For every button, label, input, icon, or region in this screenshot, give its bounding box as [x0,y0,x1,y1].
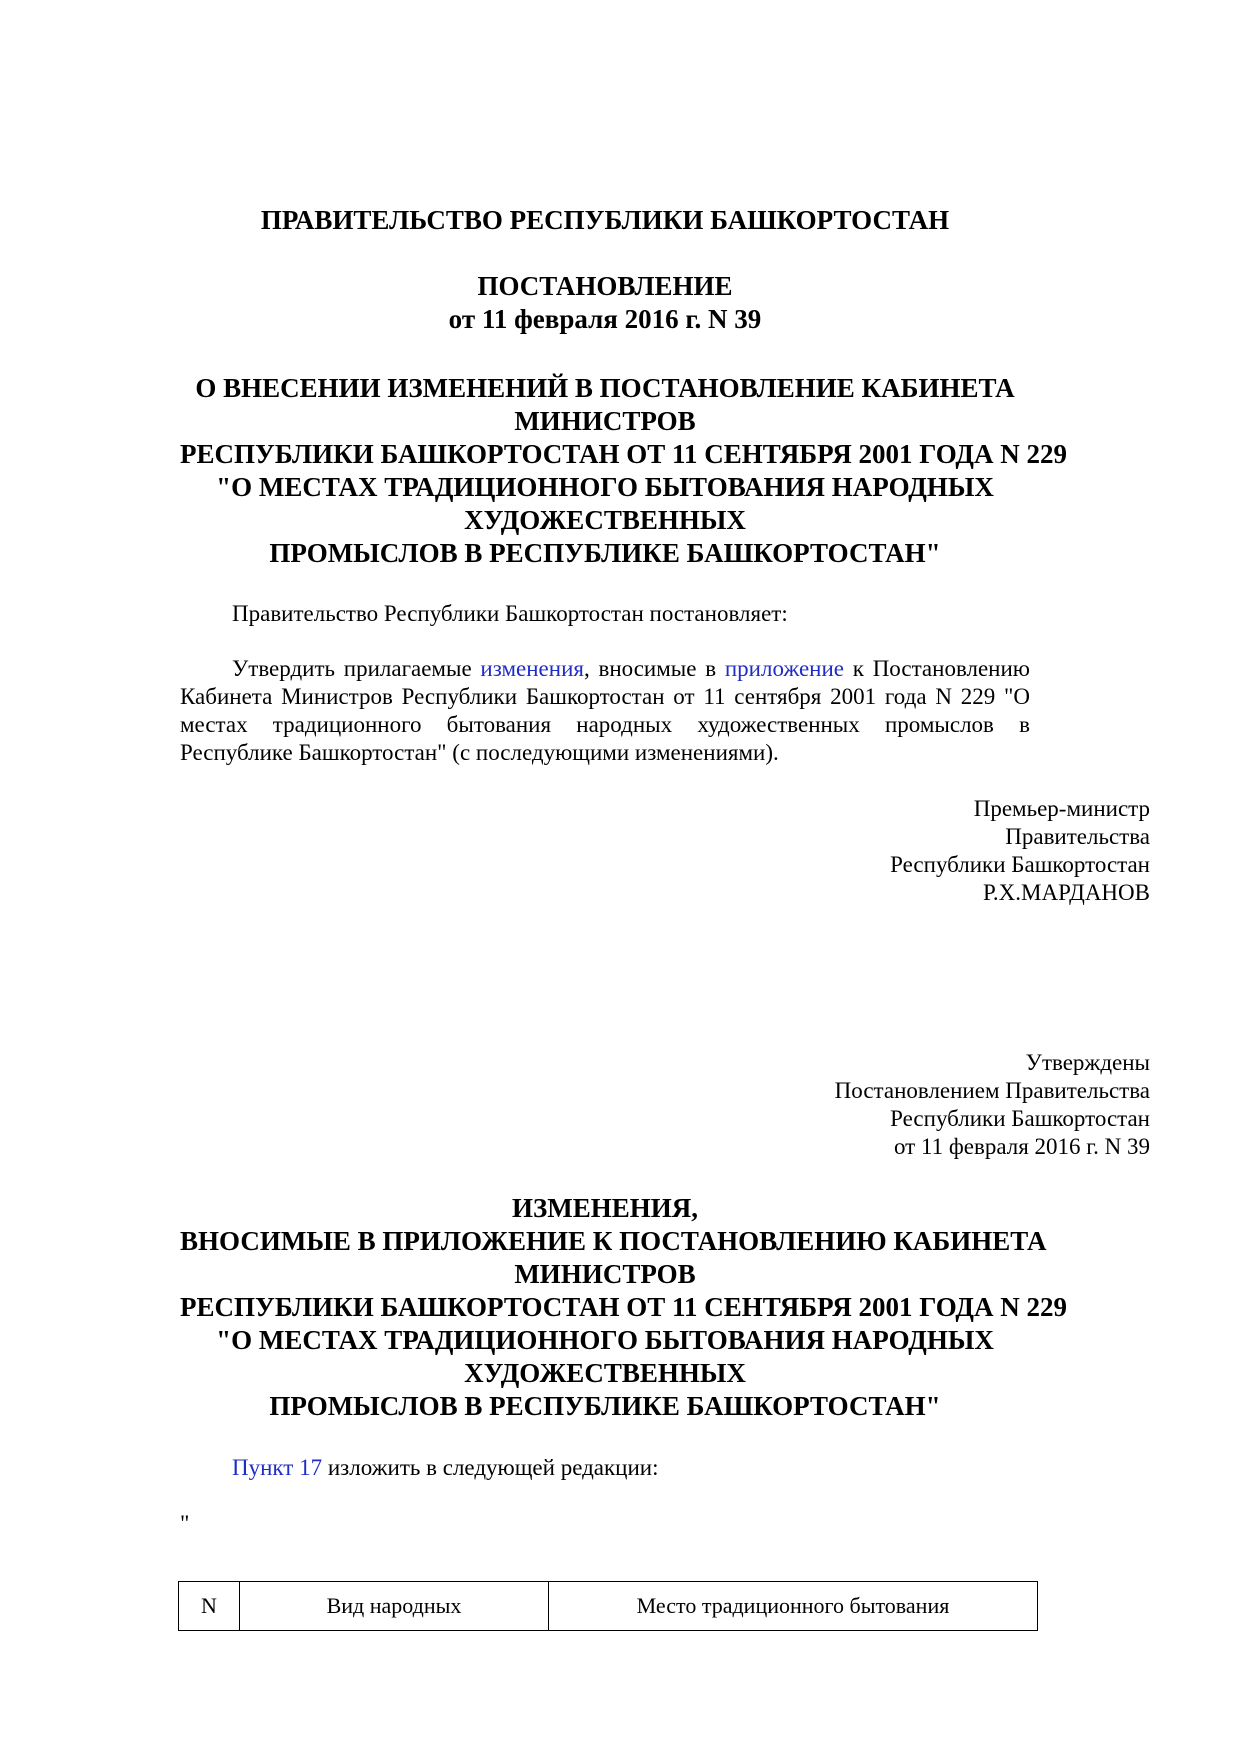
changes-title: ИЗМЕНЕНИЯ, ВНОСИМЫЕ В ПРИЛОЖЕНИЕ К ПОСТАНОВЛЕНИЮ КАБИНЕТА МИНИСТРОВ РЕСПУБЛИКИ БАШКОРТОСТАН ОТ 11 СЕНТЯБРЯ 2001 ГОДА N 229 "О МЕСТАХ ТРАДИЦИОННОГО БЫТОВАНИЯ НАРОДНЫХ ХУДОЖЕСТВЕННЫХ ПРОМЫСЛОВ В РЕСПУБЛИКЕ БАШКОРТОСТАН" [180,1193,1067,1421]
changes-link[interactable]: изменения [480,656,584,681]
decree-heading [180,270,1030,336]
government-heading: ПРАВИТЕЛЬСТВО РЕСПУБЛИКИ БАШКОРТОСТАН [260,205,950,235]
approval-block: Утверждены Постановлением Правительства Республики Башкортостан от 11 февраля 2016 г. N 39 [834,1050,1150,1159]
appendix-link[interactable]: приложение [724,656,844,681]
signature-block: Премьер-министр Правительства Республики Башкортостан Р.Х.МАРДАНОВ [700,795,1150,907]
table-header-cell: Место традиционного бытования [549,1582,1038,1631]
table-header-cell: Вид народных [240,1582,549,1631]
quote-mark: " [180,1511,190,1536]
doc-type: ПОСТАНОВЛЕНИЕ [477,271,733,301]
item-17-link[interactable]: Пункт 17 [232,1455,323,1480]
doc-date: от 11 февраля 2016 г. N 39 [448,304,762,334]
resolution-paragraph: Утвердить прилагаемые изменения, вносимые в приложение к Постановлению Кабинета Министров Республики Башкортостан от 11 сентября 2001 года N 229 "О местах традиционного бытования народных художественных промыслов в Республике Башкортостан" (с последующими изменениями). [180,656,1030,765]
table-header-row [179,1582,1038,1631]
item-instruction: Пункт 17 изложить в следующей редакции: [232,1455,659,1480]
table-header-cell: N [179,1582,240,1631]
crafts-table [178,1581,1038,1631]
intro-paragraph: Правительство Республики Башкортостан постановляет: [232,601,788,626]
decree-title: О ВНЕСЕНИИ ИЗМЕНЕНИЙ В ПОСТАНОВЛЕНИЕ КАБИНЕТА МИНИСТРОВ РЕСПУБЛИКИ БАШКОРТОСТАН ОТ 11 СЕНТЯБРЯ 2001 ГОДА N 229 "О МЕСТАХ ТРАДИЦИОННОГО БЫТОВАНИЯ НАРОДНЫХ ХУДОЖЕСТВЕННЫХ ПРОМЫСЛОВ В РЕСПУБЛИКЕ БАШКОРТОСТАН" [180,373,1067,568]
signatory-name: Р.Х.МАРДАНОВ [982,880,1150,905]
